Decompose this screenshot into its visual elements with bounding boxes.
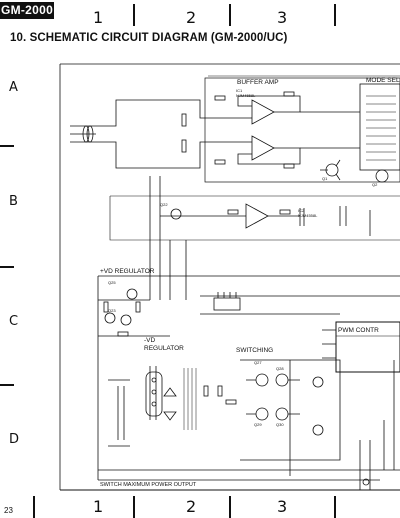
q2-label: Q2 <box>372 182 378 187</box>
pwm-control-label: PWM CONTR <box>338 327 379 334</box>
grid-row-a: A <box>9 80 18 95</box>
buffer-amp-label: BUFFER AMP <box>237 79 279 86</box>
q30-label: Q30 <box>276 422 284 427</box>
page-title: 10. SCHEMATIC CIRCUIT DIAGRAM (GM-2000/UC) <box>10 32 288 44</box>
vd-regulator-pos-label: +VD REGULATOR <box>100 268 155 275</box>
page-number: 23 <box>4 506 13 515</box>
grid-column-2-bottom: 2 <box>186 497 197 516</box>
mode-select-label: MODE SEL <box>366 77 400 84</box>
grid-column-3-bottom: 3 <box>277 497 288 516</box>
footnote-label: SWITCH MAXIMUM POWER OUTPUT <box>100 482 197 488</box>
q22-label: Q22 <box>160 202 168 207</box>
model-tag: GM-2000 <box>0 3 54 17</box>
ic2-label: IC2 <box>298 208 305 213</box>
q23-label: Q23 <box>108 308 116 313</box>
grid-row-c: C <box>9 314 19 329</box>
q27-label: Q27 <box>254 360 262 365</box>
ic1-part-label: NJM4558L <box>236 93 256 98</box>
ic1-label: IC1 <box>236 88 243 93</box>
ic2-part-label: NJM4558L <box>298 213 318 218</box>
vd-regulator-neg-label: -VD <box>144 337 156 344</box>
grid-column-3-top: 3 <box>277 8 288 27</box>
q28-label: Q28 <box>276 366 284 371</box>
switching-label: SWITCHING <box>236 347 274 354</box>
grid-row-b: B <box>9 194 18 209</box>
grid-column-2-top: 2 <box>186 8 197 27</box>
grid-column-1-top: 1 <box>93 8 104 27</box>
grid-column-1-bottom: 1 <box>93 497 104 516</box>
q25-label: Q25 <box>108 280 116 285</box>
regulator-label: REGULATOR <box>144 345 184 352</box>
q1-label: Q1 <box>322 176 328 181</box>
grid-row-d: D <box>9 432 20 447</box>
q29-label: Q29 <box>254 422 262 427</box>
